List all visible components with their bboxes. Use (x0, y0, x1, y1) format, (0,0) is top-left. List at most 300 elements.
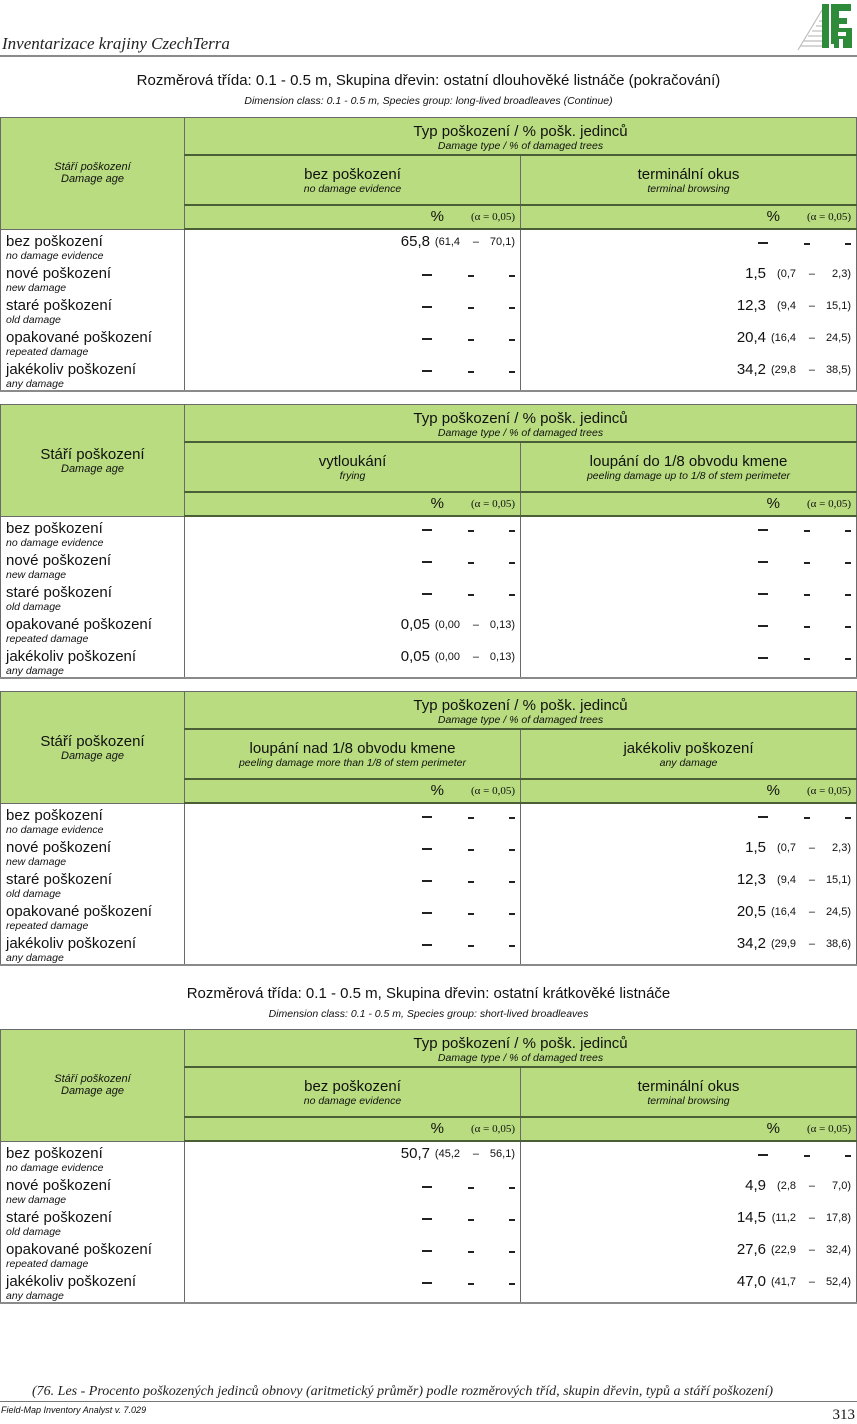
ci-separator: – (808, 332, 816, 344)
percent-value: 34,2 (736, 361, 767, 378)
row-label (1, 1206, 185, 1238)
damage-age-header (1, 118, 185, 230)
empty-ci-dash (804, 562, 810, 564)
empty-ci-dash (509, 881, 515, 883)
ci-upper: 0,13) (489, 651, 515, 663)
ci-separator: – (808, 906, 816, 918)
row-label-cz: bez poškození (6, 1144, 103, 1162)
damage-table (0, 691, 857, 966)
table-row (1, 868, 857, 900)
ci-separator: – (472, 1148, 479, 1160)
empty-ci-dash (845, 243, 851, 245)
percent-label: % (766, 1120, 781, 1137)
alpha-label: (α = 0,05) (806, 1123, 852, 1135)
percent-value: 65,8 (400, 233, 430, 250)
empty-ci-dash (509, 1219, 515, 1221)
column-header-en: any damage (659, 756, 718, 769)
empty-ci-dash (468, 275, 474, 277)
empty-value-dash (422, 274, 432, 276)
empty-ci-dash (468, 1187, 474, 1189)
empty-ci-dash (468, 339, 474, 341)
empty-value-cell (521, 613, 857, 645)
empty-value-cell (521, 229, 857, 262)
ci-separator: – (808, 874, 816, 886)
row-label-cz: opakované poškození (6, 903, 152, 920)
damage-type-header (185, 118, 857, 156)
row-label (1, 803, 185, 836)
empty-ci-dash (509, 913, 515, 915)
ci-separator: – (808, 1276, 816, 1288)
table-row (1, 1174, 857, 1206)
damage-type-cz: Typ poškození / % pošk. jedinců (413, 1034, 628, 1052)
column-header-cz: bez poškození (304, 165, 401, 183)
column-header-cz: terminální okus (637, 165, 740, 183)
damage-table (0, 117, 857, 392)
table-row (1, 358, 857, 391)
damage-table (0, 404, 857, 679)
empty-ci-dash (845, 562, 851, 564)
damage-type-header (185, 1030, 857, 1068)
percent-value: 0,05 (400, 648, 430, 665)
row-label-cz: nové poškození (6, 265, 112, 282)
percent-value: 14,5 (736, 1209, 767, 1226)
percent-value: 34,2 (736, 935, 767, 952)
damage-table (0, 1029, 857, 1304)
empty-value-dash (422, 529, 432, 531)
percent-value: 1,5 (745, 839, 767, 856)
percent-header (521, 205, 857, 229)
damage-age-cz: Stáří poškození (40, 445, 145, 463)
empty-value-cell (521, 645, 857, 678)
ci-lower: (9,4 (777, 300, 797, 312)
empty-ci-dash (804, 530, 810, 532)
ci-lower: (0,00 (434, 619, 460, 631)
percent-label: % (430, 495, 444, 512)
empty-ci-dash (509, 1283, 515, 1285)
row-label-cz: opakované poškození (6, 1241, 152, 1258)
empty-value-dash (422, 306, 432, 308)
empty-value-dash (422, 593, 432, 595)
empty-ci-dash (509, 530, 515, 532)
empty-ci-dash (468, 881, 474, 883)
ci-lower: (9,4 (777, 874, 797, 886)
ci-upper: 15,1) (825, 300, 852, 312)
ci-separator: – (808, 1212, 816, 1224)
value-cell (521, 932, 857, 965)
header-rule (0, 55, 857, 57)
ci-upper: 24,5) (825, 906, 852, 918)
empty-ci-dash (509, 945, 515, 947)
value-cell (185, 229, 521, 262)
column-header (185, 155, 521, 205)
empty-value-cell (185, 358, 521, 391)
empty-ci-dash (509, 307, 515, 309)
empty-ci-dash (845, 817, 851, 819)
empty-ci-dash (845, 626, 851, 628)
row-label-en: old damage (6, 888, 61, 900)
column-header-cz: jakékoliv poškození (623, 739, 754, 757)
row-label (1, 516, 185, 549)
empty-value-cell (521, 581, 857, 613)
row-label (1, 326, 185, 358)
column-header-en: peeling damage more than 1/8 of stem perimeter (238, 756, 467, 769)
empty-ci-dash (468, 1283, 474, 1285)
value-cell (185, 1141, 521, 1174)
row-label (1, 1270, 185, 1303)
empty-value-dash (422, 848, 432, 850)
empty-value-dash (422, 1186, 432, 1188)
row-label-en: any damage (6, 952, 64, 964)
row-label-cz: nové poškození (6, 552, 112, 569)
alpha-label: (α = 0,05) (470, 1123, 515, 1135)
damage-age-cz: Stáří poškození (54, 1073, 131, 1086)
percent-label: % (430, 782, 444, 799)
row-label-en: old damage (6, 314, 61, 326)
value-cell (185, 613, 521, 645)
section-title: Rozměrová třída: 0.1 - 0.5 m, Skupina dřevin: ostatní krátkověké listnáče (186, 985, 671, 1002)
empty-value-cell (185, 516, 521, 549)
damage-age-cz: Stáří poškození (40, 732, 145, 750)
column-header (185, 442, 521, 492)
value-cell (185, 645, 521, 678)
percent-value: 0,05 (400, 616, 430, 633)
damage-age-header (1, 405, 185, 517)
percent-header (185, 779, 521, 803)
ci-separator: – (472, 619, 479, 631)
alpha-label: (α = 0,05) (806, 498, 852, 510)
damage-age-header (1, 1030, 185, 1142)
ci-upper: 17,8) (825, 1212, 852, 1224)
empty-ci-dash (509, 1187, 515, 1189)
ci-upper: 2,3) (832, 268, 852, 280)
row-label-en: repeated damage (6, 1258, 89, 1270)
row-label-cz: staré poškození (6, 1209, 112, 1226)
empty-ci-dash (509, 275, 515, 277)
ci-separator: – (472, 651, 479, 663)
row-label (1, 836, 185, 868)
damage-type-en: Damage type / % of damaged trees (437, 1051, 604, 1064)
row-label-cz: jakékoliv poškození (6, 648, 137, 665)
percent-header (521, 779, 857, 803)
table-row (1, 1141, 857, 1174)
table-row (1, 549, 857, 581)
percent-value: 20,5 (736, 903, 767, 920)
percent-header (185, 205, 521, 229)
ci-upper: 56,1) (489, 1148, 515, 1160)
damage-age-en: Damage age (61, 749, 124, 762)
row-label-cz: jakékoliv poškození (6, 1273, 137, 1290)
value-cell (521, 1238, 857, 1270)
percent-label: % (766, 208, 781, 225)
row-label-en: no damage evidence (6, 823, 104, 836)
row-label (1, 1174, 185, 1206)
row-label-en: no damage evidence (6, 536, 104, 549)
table-row (1, 581, 857, 613)
row-label-cz: staré poškození (6, 297, 112, 314)
empty-value-cell (185, 1174, 521, 1206)
empty-ci-dash (509, 371, 515, 373)
ci-separator: – (808, 268, 816, 280)
empty-value-cell (185, 581, 521, 613)
ci-separator: – (808, 842, 816, 854)
column-header-en: terminal browsing (647, 182, 730, 195)
empty-value-dash (758, 242, 768, 244)
ci-upper: 0,13) (489, 619, 515, 631)
empty-ci-dash (468, 530, 474, 532)
ci-lower: (16,4 (770, 906, 797, 918)
empty-value-cell (521, 516, 857, 549)
document-header-title: Inventarizace krajiny CzechTerra (2, 34, 230, 53)
row-label (1, 1141, 185, 1174)
row-label-cz: opakované poškození (6, 616, 152, 633)
column-header-en: terminal browsing (647, 1094, 730, 1107)
ci-lower: (2,8 (777, 1180, 797, 1192)
percent-header (185, 1117, 521, 1141)
ci-lower: (0,7 (777, 842, 797, 854)
empty-ci-dash (509, 562, 515, 564)
empty-value-dash (422, 1282, 432, 1284)
row-label-en: any damage (6, 378, 64, 390)
percent-value: 12,3 (736, 871, 767, 888)
row-label (1, 294, 185, 326)
table-row (1, 803, 857, 836)
empty-value-dash (422, 816, 432, 818)
row-label-en: repeated damage (6, 633, 89, 645)
alpha-label: (α = 0,05) (470, 498, 515, 510)
column-header (185, 1067, 521, 1117)
row-label-en: old damage (6, 601, 61, 613)
percent-value: 12,3 (736, 297, 767, 314)
value-cell (521, 358, 857, 391)
value-cell (521, 1174, 857, 1206)
empty-value-cell (185, 262, 521, 294)
empty-ci-dash (804, 594, 810, 596)
empty-ci-dash (804, 817, 810, 819)
ci-lower: (0,7 (777, 268, 797, 280)
table-row (1, 1206, 857, 1238)
row-label-en: no damage evidence (6, 1161, 104, 1174)
empty-value-cell (185, 549, 521, 581)
column-header (521, 155, 857, 205)
column-header-cz: vytloukání (318, 452, 387, 470)
empty-value-cell (185, 932, 521, 965)
ci-upper: 38,6) (825, 938, 852, 950)
empty-ci-dash (845, 658, 851, 660)
ci-lower: (61,4 (434, 236, 460, 248)
row-label-cz: nové poškození (6, 1177, 112, 1194)
empty-ci-dash (509, 817, 515, 819)
ci-lower: (41,7 (770, 1276, 797, 1288)
row-label-en: new damage (6, 1194, 67, 1206)
ci-lower: (11,2 (771, 1212, 797, 1224)
empty-value-dash (758, 593, 768, 595)
ci-upper: 70,1) (489, 236, 515, 248)
empty-value-cell (185, 326, 521, 358)
row-label (1, 581, 185, 613)
empty-ci-dash (468, 562, 474, 564)
row-label-cz: nové poškození (6, 839, 112, 856)
empty-ci-dash (845, 594, 851, 596)
value-cell (521, 1206, 857, 1238)
empty-ci-dash (468, 1219, 474, 1221)
damage-type-header (185, 692, 857, 730)
section-subtitle: Dimension class: 0.1 - 0.5 m, Species group: short-lived broadleaves (268, 1008, 589, 1020)
table-row (1, 516, 857, 549)
row-label-en: no damage evidence (6, 249, 104, 262)
row-label-cz: opakované poškození (6, 329, 152, 346)
column-header-en: frying (339, 469, 366, 482)
row-label-cz: bez poškození (6, 232, 103, 250)
empty-ci-dash (468, 594, 474, 596)
percent-header (521, 1117, 857, 1141)
row-label-en: any damage (6, 1290, 64, 1302)
row-label (1, 358, 185, 391)
damage-age-cz: Stáří poškození (54, 161, 131, 174)
percent-value: 4,9 (745, 1177, 767, 1194)
damage-age-header (1, 692, 185, 804)
row-label-en: repeated damage (6, 920, 89, 932)
ci-lower: (45,2 (434, 1148, 460, 1160)
value-cell (521, 294, 857, 326)
footer-rule (0, 1401, 857, 1402)
percent-value: 1,5 (745, 265, 767, 282)
column-header (185, 729, 521, 779)
row-label-cz: jakékoliv poškození (6, 361, 137, 378)
row-label-en: any damage (6, 665, 64, 677)
ci-separator: – (808, 300, 816, 312)
percent-header (185, 492, 521, 516)
row-label (1, 932, 185, 965)
row-label (1, 262, 185, 294)
empty-ci-dash (509, 849, 515, 851)
empty-value-cell (185, 1270, 521, 1303)
table-row (1, 1238, 857, 1270)
empty-value-cell (521, 1141, 857, 1174)
ci-lower: (0,00 (434, 651, 460, 663)
empty-value-cell (521, 549, 857, 581)
damage-type-cz: Typ poškození / % pošk. jedinců (413, 122, 628, 140)
empty-value-cell (185, 1206, 521, 1238)
value-cell (521, 900, 857, 932)
table-row (1, 229, 857, 262)
row-label (1, 900, 185, 932)
ifer-logo (760, 2, 855, 52)
table-row (1, 836, 857, 868)
ci-lower: (29,8 (770, 364, 797, 376)
table-row (1, 326, 857, 358)
row-label (1, 613, 185, 645)
empty-value-dash (422, 912, 432, 914)
empty-ci-dash (468, 307, 474, 309)
empty-ci-dash (804, 658, 810, 660)
empty-value-cell (185, 803, 521, 836)
empty-ci-dash (509, 594, 515, 596)
empty-ci-dash (468, 849, 474, 851)
empty-ci-dash (804, 243, 810, 245)
damage-age-en: Damage age (61, 1085, 124, 1098)
row-label-en: new damage (6, 569, 67, 581)
value-cell (521, 836, 857, 868)
ci-upper: 24,5) (825, 332, 852, 344)
column-header-en: no damage evidence (303, 182, 402, 195)
column-header-cz: bez poškození (304, 1077, 401, 1095)
empty-value-dash (758, 1154, 768, 1156)
empty-ci-dash (509, 339, 515, 341)
empty-ci-dash (845, 1155, 851, 1157)
row-label-cz: bez poškození (6, 519, 103, 537)
percent-header (521, 492, 857, 516)
table-row (1, 1270, 857, 1303)
ci-lower: (29,9 (770, 938, 797, 950)
value-cell (521, 326, 857, 358)
percent-value: 50,7 (400, 1145, 430, 1162)
empty-value-dash (758, 657, 768, 659)
damage-type-en: Damage type / % of damaged trees (437, 426, 604, 439)
row-label-en: new damage (6, 282, 67, 294)
empty-value-cell (185, 868, 521, 900)
value-cell (521, 262, 857, 294)
empty-value-cell (185, 1238, 521, 1270)
empty-value-cell (185, 294, 521, 326)
alpha-label: (α = 0,05) (470, 211, 515, 223)
row-label (1, 1238, 185, 1270)
empty-value-dash (422, 880, 432, 882)
ci-separator: – (472, 236, 479, 248)
ci-separator: – (808, 938, 816, 950)
value-cell (521, 868, 857, 900)
empty-ci-dash (509, 1251, 515, 1253)
empty-value-cell (521, 803, 857, 836)
table-row (1, 900, 857, 932)
percent-label: % (766, 495, 781, 512)
empty-value-cell (185, 900, 521, 932)
table-row (1, 932, 857, 965)
alpha-label: (α = 0,05) (806, 785, 852, 797)
table-row (1, 645, 857, 678)
column-header-en: peeling damage up to 1/8 of stem perimeter (586, 469, 791, 482)
row-label-cz: staré poškození (6, 584, 112, 601)
row-label-cz: staré poškození (6, 871, 112, 888)
empty-value-dash (758, 816, 768, 818)
row-label-en: repeated damage (6, 346, 89, 358)
empty-ci-dash (468, 817, 474, 819)
damage-age-en: Damage age (61, 462, 124, 475)
row-label-en: new damage (6, 856, 67, 868)
row-label (1, 645, 185, 678)
damage-type-en: Damage type / % of damaged trees (437, 713, 604, 726)
row-label (1, 868, 185, 900)
empty-ci-dash (468, 1251, 474, 1253)
percent-value: 27,6 (736, 1241, 767, 1258)
percent-label: % (430, 208, 444, 225)
ci-upper: 15,1) (825, 874, 852, 886)
column-header (521, 442, 857, 492)
row-label (1, 229, 185, 262)
row-label-en: old damage (6, 1226, 61, 1238)
table-row (1, 262, 857, 294)
table-row (1, 294, 857, 326)
damage-type-en: Damage type / % of damaged trees (437, 139, 604, 152)
ci-separator: – (808, 364, 816, 376)
column-header-cz: terminální okus (637, 1077, 740, 1095)
ci-upper: 2,3) (832, 842, 852, 854)
ci-upper: 7,0) (832, 1180, 852, 1192)
percent-value: 47,0 (736, 1273, 767, 1290)
ci-upper: 52,4) (825, 1276, 852, 1288)
empty-ci-dash (845, 530, 851, 532)
value-cell (521, 1270, 857, 1303)
ci-separator: – (808, 1180, 816, 1192)
